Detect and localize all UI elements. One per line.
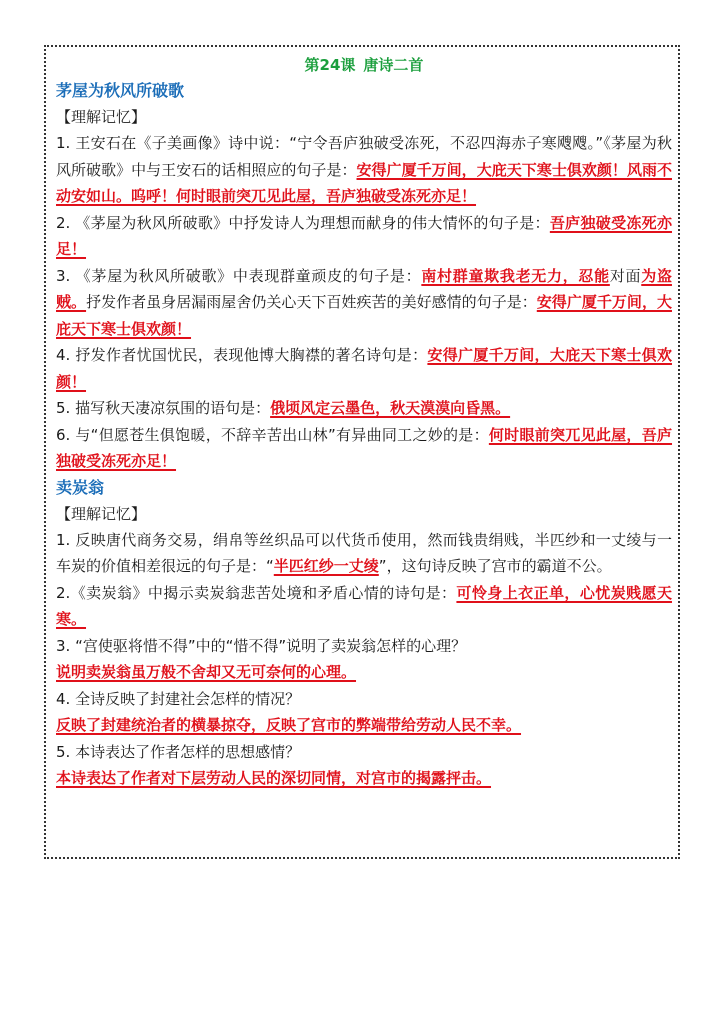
poem2-question-3 [56, 633, 672, 660]
answer-text: 安得广厦千万间，大庇天下寒士俱欢颜！ [56, 346, 672, 391]
question-text: 6. 与“但愿苍生俱饱暖，不辞辛苦出山林”有异曲同工之妙的是： [56, 425, 489, 444]
question-text: 5. 描写秋天凄凉氛围的语句是： [56, 399, 271, 417]
answer-text: 本诗表达了作者对下层劳动人民的深切同情，对宫市的揭露抨击。 [56, 769, 492, 787]
poem2-question-1 [56, 527, 672, 580]
poem1-question-6 [56, 422, 672, 475]
question-text: 1. 反映唐代商务交易，绢帛等丝织品可以代货币使用，然而钱贵绢贱，半匹纱和一丈绫与一车炭的价值相差很远的句子是：“ [56, 530, 672, 575]
poem2-answer-3 [56, 659, 672, 686]
answer-text: 安得广厦千万间，大庇天下寒士俱欢颜！风雨不动安如山。呜呼！何时眼前突兀见此屋，吾庐独破受冻死亦足！ [56, 160, 672, 205]
poem2-subheading: 【理解记忆】 [56, 504, 147, 523]
poem2-answer-5 [56, 765, 672, 792]
answer-text: 半匹红纱一丈绫 [273, 557, 379, 575]
question-text: 3. “宫使驱将惜不得”中的“惜不得”说明了卖炭翁怎样的心理？ [56, 636, 467, 655]
answer-text: 南村群童欺我老无力，忍能 [421, 266, 610, 285]
answer-text: 可怜身上衣正单，心忧炭贱愿天寒。 [56, 583, 672, 628]
question-text: 对面 [609, 266, 642, 285]
answer-text: 吾庐独破受冻死亦足！ [56, 213, 672, 258]
question-text: 2. 《茅屋为秋风所破歌》中抒发诗人为理想而献身的伟大情怀的句子是： [56, 213, 550, 232]
answer-text: 说明卖炭翁虽万般不舍却又无可奈何的心理。 [56, 663, 357, 681]
question-text: 5. 本诗表达了作者怎样的思想感情？ [56, 742, 301, 761]
answer-text: 何时眼前突兀见此屋，吾庐独破受冻死亦足！ [56, 425, 673, 470]
poem1-question-3 [56, 263, 672, 343]
poem2-question-4 [56, 686, 672, 713]
answer-text: 安得广厦千万间，大庇天下寒士俱欢颜！ [56, 293, 672, 338]
poem2-question-2 [56, 580, 672, 633]
poem1-question-5 [56, 395, 672, 422]
question-text: 1. 王安石在《子美画像》诗中说：“宁令吾庐独破受冻死，不忍四海赤子寒飕飕。”《茅屋为秋风所破歌》中与王安石的话相照应的句子是： [56, 134, 672, 179]
question-text: 2.《卖炭翁》中揭示卖炭翁悲苦处境和矛盾心情的诗句是： [56, 583, 457, 602]
poem1-title: 茅屋为秋风所破歌 [56, 81, 185, 100]
answer-text: 俄顷风定云墨色，秋天漠漠向昏黑。 [270, 399, 511, 417]
poem1-question-4 [56, 342, 672, 395]
poem1-subheading: 【理解记忆】 [56, 108, 147, 126]
worksheet-content [56, 54, 672, 792]
lesson-title: 唐诗二首 [363, 56, 424, 74]
question-text: 3. 《茅屋为秋风所破歌》中表现群童顽皮的句子是： [56, 266, 422, 285]
poem2-answer-4 [56, 712, 672, 739]
lesson-number: 第24课 [304, 56, 356, 74]
answer-text: 反映了封建统治者的横暴掠夺，反映了宫市的弊端带给劳动人民不幸。 [56, 716, 522, 734]
question-text: 4. 全诗反映了封建社会怎样的情况？ [56, 689, 301, 708]
poem1-question-2 [56, 210, 672, 263]
question-text: ”，这句诗反映了宫市的霸道不公。 [378, 557, 612, 575]
question-text: 4. 抒发作者忧国忧民，表现他博大胸襟的著名诗句是： [56, 346, 428, 364]
poem2-question-5 [56, 739, 672, 766]
poem1-question-1 [56, 130, 672, 210]
page-title [56, 54, 672, 76]
poem2-title: 卖炭翁 [56, 477, 105, 497]
question-text: 抒发作者虽身居漏雨屋舍仍关心天下百姓疾苦的美好感情的句子是： [86, 293, 537, 311]
answer-text: 为盗贼。 [56, 266, 672, 311]
